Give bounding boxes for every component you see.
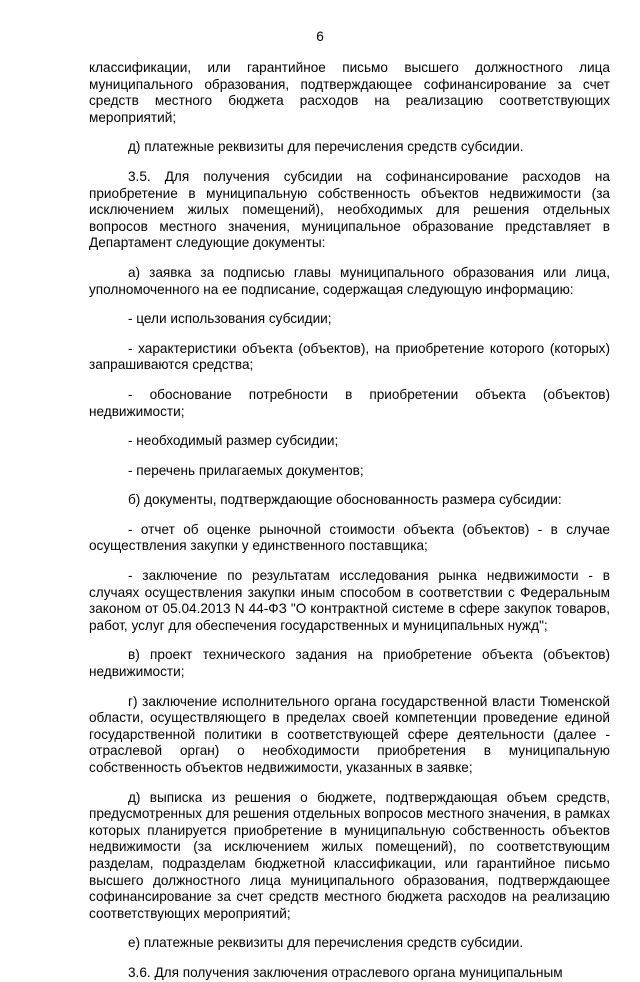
paragraph: в) проект технического задания на приобретение объекта (объектов) недвижимости; [89,647,610,680]
paragraph: а) заявка за подписью главы муниципального образования или лица, уполномоченного на ее подписание, содержащая следующую информацию: [89,264,610,297]
paragraph: - необходимый размер субсидии; [128,433,339,449]
paragraph: - заключение по результатам исследования рынка недвижимости - в случаях осуществления закупки иным способом в соответствии с Федеральным законом от 05.04.2013 N 44-ФЗ "О контрактной системе в сфере закупок товаров, работ, услуг для обеспечения государственных и муниципальных нужд"; [89,568,610,633]
paragraph: е) платежные реквизиты для перечисления средств субсидии. [128,935,524,951]
page-number: 6 [316,29,324,44]
paragraph: - характеристики объекта (объектов), на приобретение которого (которых) запрашиваются средства; [89,340,610,373]
paragraph: 3.6. Для получения заключения отраслевого органа муниципальным [128,964,563,980]
paragraph: классификации, или гарантийное письмо высшего должностного лица муниципального образования, подтверждающее софинансирование за счет средств местного бюджета расходов на реализацию соответствующих мероприятий; [89,60,610,125]
paragraph: - перечень прилагаемых документов; [128,462,364,478]
paragraph: г) заключение исполнительного органа государственной власти Тюменской области, осуществляющего в пределах своей компетенции проведение единой государственной политики в соответствующей сфере деятельности (далее - отраслевой орган) о необходимости приобретения в муниципальную собственность объектов недвижимости, указанных в заявке; [89,693,610,775]
paragraph: - отчет об оценке рыночной стоимости объекта (объектов) - в случае осуществления закупки у единственного поставщика; [89,521,610,554]
document-body [89,60,610,982]
paragraph: - цели использования субсидии; [128,311,332,327]
paragraph: д) платежные реквизиты для перечисления средств субсидии. [128,139,524,155]
paragraph: д) выписка из решения о бюджете, подтверждающая объем средств, предусмотренных для решения отдельных вопросов местного значения, в рамках которых планируется приобретение в муниципальную собственность объектов недвижимости (за исключением жилых помещений), по соответствующим разделам, подразделам бюджетной классификации, или гарантийное письмо высшего должностного лица муниципального образования, подтверждающее софинансирование за счет средств местного бюджета расходов на реализацию соответствующих мероприятий; [89,789,610,921]
paragraph: б) документы, подтверждающие обоснованность размера субсидии: [128,492,562,508]
paragraph: - обоснование потребности в приобретении объекта (объектов) недвижимости; [89,386,610,419]
paragraph: 3.5. Для получения субсидии на софинансирование расходов на приобретение в муниципальную собственность объектов недвижимости (за исключением жилых помещений), необходимых для решения отдельных вопросов местного значения, муниципальное образование представляет в Департамент следующие документы: [89,168,610,251]
